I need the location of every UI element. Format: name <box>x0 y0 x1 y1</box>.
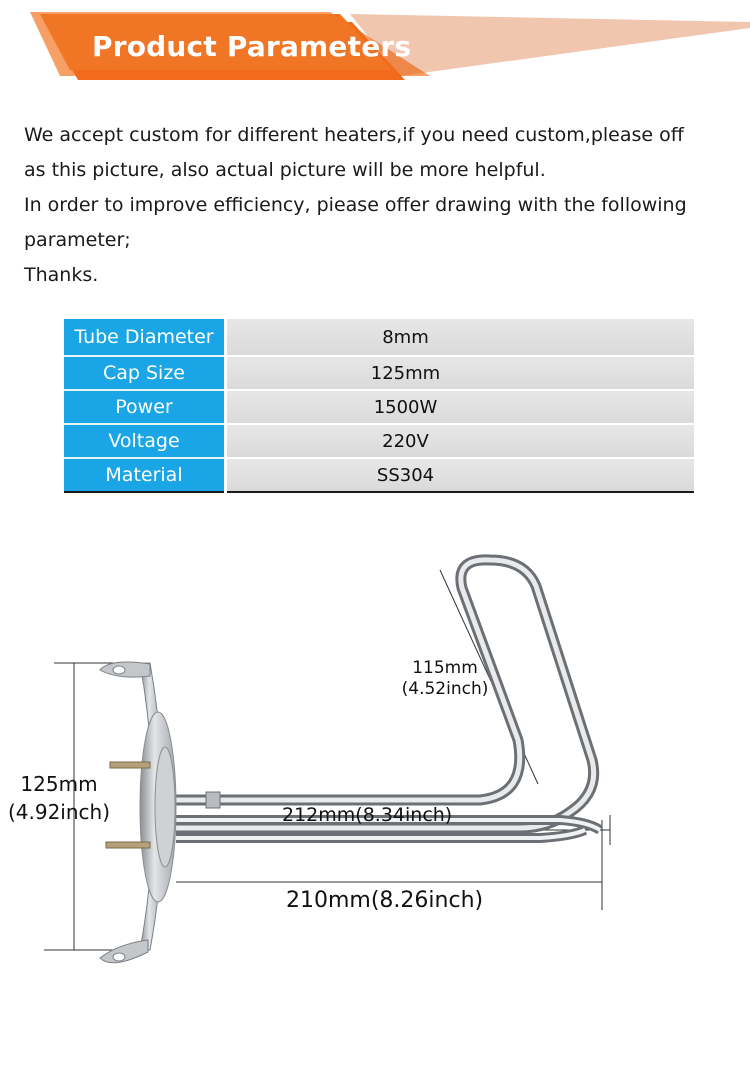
param-value: 8mm <box>226 319 695 356</box>
param-label: Tube Diameter <box>64 319 226 356</box>
param-value: SS304 <box>226 458 695 492</box>
cap-height-mm: 125mm <box>20 772 98 796</box>
heating-tube <box>175 560 600 838</box>
param-label: Cap Size <box>64 356 226 390</box>
param-label: Voltage <box>64 424 226 458</box>
table-row <box>64 458 694 492</box>
intro-line: Thanks. <box>24 264 99 286</box>
parameter-table <box>64 319 694 493</box>
intro-line: In order to improve efficiency, piease offer drawing with the following <box>24 194 687 216</box>
intro-line: We accept custom for different heaters,if you need custom,please off <box>24 124 684 146</box>
cap-height-inch: (4.92inch) <box>7 800 111 824</box>
bend-mm: 115mm <box>412 658 478 678</box>
table-row <box>64 390 694 424</box>
bend-label <box>390 658 500 700</box>
heater-illustration <box>0 530 750 1000</box>
cap-height-label <box>4 770 114 826</box>
tube-length-label: 212mm(8.34inch) <box>282 804 453 826</box>
table-row <box>64 319 694 356</box>
banner-title: Product Parameters <box>92 30 412 63</box>
param-value: 125mm <box>226 356 695 390</box>
param-label: Power <box>64 390 226 424</box>
table-row <box>64 424 694 458</box>
title-banner <box>0 0 750 90</box>
table-row <box>64 356 694 390</box>
intro-line: parameter; <box>24 229 131 251</box>
intro-text <box>24 118 740 293</box>
param-value: 1500W <box>226 390 695 424</box>
param-value: 220V <box>226 424 695 458</box>
overall-length-label: 210mm(8.26inch) <box>286 888 484 913</box>
bend-inch: (4.52inch) <box>401 679 489 699</box>
param-label: Material <box>64 458 226 492</box>
heater-diagram <box>0 530 750 1000</box>
intro-line: as this picture, also actual picture will be more helpful. <box>24 159 546 181</box>
